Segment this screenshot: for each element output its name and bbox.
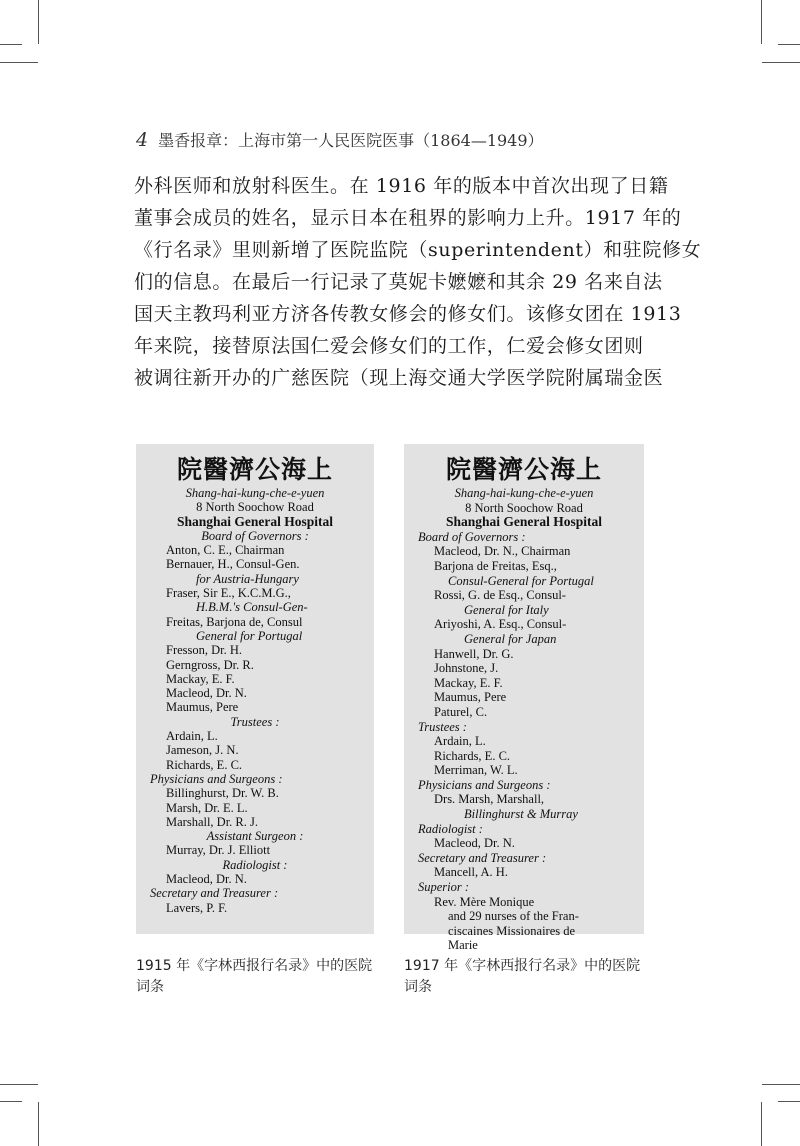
directory-entry: Richards, E. C. bbox=[166, 757, 243, 772]
directory-entry: Shang-hai-kung-che-e-yuen bbox=[454, 486, 594, 500]
directory-entry: Consul-General for Portugal bbox=[448, 573, 594, 588]
crop-mark bbox=[38, 1102, 39, 1146]
crop-mark bbox=[778, 1101, 800, 1102]
directory-entry: Billinghurst, Dr. W. B. bbox=[166, 786, 279, 801]
crop-mark bbox=[778, 44, 800, 45]
directory-entry: 8 North Soochow Road bbox=[465, 500, 583, 515]
clipping-title: 院醫濟公海上 bbox=[445, 457, 602, 484]
page-number: 4 bbox=[136, 129, 149, 151]
directory-entry: Mackay, E. F. bbox=[434, 675, 503, 690]
clipping-title: 院醫濟公海上 bbox=[176, 457, 333, 484]
directory-entry: General for Japan bbox=[464, 631, 557, 646]
directory-entry: Assistant Surgeon : bbox=[206, 829, 304, 844]
directory-entry: Lavers, P. F. bbox=[166, 900, 228, 915]
directory-entry: Anton, C. E., Chairman bbox=[166, 543, 285, 558]
book-title: 墨香报章：上海市第一人民医院医事（1864—1949） bbox=[158, 131, 544, 150]
crop-mark bbox=[38, 0, 39, 44]
crop-mark bbox=[0, 1101, 22, 1102]
directory-entry: H.B.M.'s Consul-Gen- bbox=[196, 600, 308, 615]
crop-mark bbox=[0, 44, 22, 45]
body-line: 《行名录》里则新增了医院监院（superintendent）和驻院修女 bbox=[134, 239, 702, 261]
clipping-lines bbox=[404, 486, 644, 953]
directory-entry: Ardain, L. bbox=[166, 729, 218, 744]
directory-entry: Fraser, Sir E., K.C.M.G., bbox=[166, 586, 291, 601]
directory-entry: General for Italy bbox=[464, 602, 549, 617]
directory-entry: Mackay, E. F. bbox=[166, 671, 235, 686]
directory-entry: Rev. Mère Monique bbox=[434, 894, 535, 909]
directory-entry: Macleod, Dr. N., Chairman bbox=[434, 544, 571, 559]
directory-entry: Shang-hai-kung-che-e-yuen bbox=[185, 486, 325, 500]
body-line: 年来院，接替原法国仁爱会修女们的工作，仁爱会修女团则 bbox=[134, 335, 644, 357]
directory-entry: Marshall, Dr. R. J. bbox=[166, 814, 259, 829]
directory-entry: General for Portugal bbox=[196, 628, 303, 643]
body-line: 被调往新开办的广慈医院（现上海交通大学医学院附属瑞金医 bbox=[134, 367, 664, 389]
directory-entry: Drs. Marsh, Marshall, bbox=[434, 792, 545, 807]
directory-entry: Freitas, Barjona de, Consul bbox=[166, 614, 303, 629]
crop-mark bbox=[761, 0, 762, 44]
directory-entry: Hanwell, Dr. G. bbox=[434, 646, 514, 661]
crop-mark bbox=[762, 1084, 800, 1085]
directory-entry: Macleod, Dr. N. bbox=[434, 836, 515, 851]
directory-entry: Rossi, G. de Esq., Consul- bbox=[434, 588, 566, 603]
directory-entry: Maumus, Pere bbox=[434, 690, 507, 705]
directory-entry: Marsh, Dr. E. L. bbox=[166, 800, 248, 815]
directory-entry: Mancell, A. H. bbox=[434, 865, 508, 880]
directory-entry: Secretary and Treasurer : bbox=[150, 886, 279, 901]
directory-entry: Paturel, C. bbox=[434, 704, 488, 719]
directory-entry: Jameson, J. N. bbox=[166, 743, 239, 758]
directory-entry: for Austria-Hungary bbox=[196, 571, 299, 586]
directory-entry: Gerngross, Dr. R. bbox=[166, 657, 254, 672]
body-line: 国天主教玛利亚方济各传教女修会的修女们。该修女团在 1913 bbox=[134, 303, 682, 325]
directory-entry: Ardain, L. bbox=[434, 734, 486, 749]
directory-entry: Radiologist : bbox=[418, 821, 483, 836]
directory-entry: Macleod, Dr. N. bbox=[166, 872, 247, 887]
body-line: 们的信息。在最后一行记录了莫妮卡嬷嬷和其余 29 名来自法 bbox=[134, 271, 663, 293]
directory-entry: 8 North Soochow Road bbox=[196, 500, 314, 515]
directory-entry: Maumus, Pere bbox=[166, 700, 239, 715]
directory-entry: Superior : bbox=[418, 880, 470, 895]
directory-entry: Physicians and Surgeons : bbox=[418, 777, 551, 792]
directory-entry: Murray, Dr. J. Elliott bbox=[166, 843, 271, 858]
directory-entry: Board of Governors : bbox=[418, 529, 526, 544]
directory-entry: Board of Governors : bbox=[201, 528, 309, 543]
directory-entry: Richards, E. C. bbox=[434, 748, 511, 763]
directory-entry: Billinghurst & Murray bbox=[464, 807, 578, 822]
body-line: 董事会成员的姓名，显示日本在租界的影响力上升。1917 年的 bbox=[134, 207, 682, 229]
directory-entry: Radiologist : bbox=[222, 857, 288, 872]
clipping-1917 bbox=[404, 444, 644, 953]
directory-entry: Physicians and Surgeons : bbox=[150, 771, 283, 786]
body-paragraph bbox=[134, 170, 702, 394]
figure-caption-1915: 1915 年《字林西报行名录》中的医院词条 bbox=[136, 958, 373, 995]
directory-entry: Johnstone, J. bbox=[434, 661, 499, 676]
body-line: 外科医师和放射科医生。在 1916 年的版本中首次出现了日籍 bbox=[134, 175, 669, 197]
clipping-lines bbox=[136, 486, 374, 915]
crop-mark bbox=[762, 62, 800, 63]
crop-mark bbox=[0, 1084, 38, 1085]
directory-entry: and 29 nurses of the Fran- bbox=[448, 909, 579, 924]
directory-entry: Macleod, Dr. N. bbox=[166, 686, 247, 701]
directory-entry: Marie bbox=[448, 938, 478, 953]
directory-entry: Secretary and Treasurer : bbox=[418, 850, 547, 865]
directory-entry: Trustees : bbox=[418, 719, 467, 734]
directory-entry: Fresson, Dr. H. bbox=[166, 643, 243, 658]
directory-entry: Ariyoshi, A. Esq., Consul- bbox=[434, 617, 567, 632]
clipping-1915 bbox=[136, 444, 374, 934]
crop-mark bbox=[0, 62, 38, 63]
directory-entry: Shanghai General Hospital bbox=[176, 514, 334, 529]
crop-mark bbox=[761, 1102, 762, 1146]
directory-entry: Bernauer, H., Consul-Gen. bbox=[166, 557, 300, 572]
directory-entry: Shanghai General Hospital bbox=[445, 515, 603, 530]
directory-entry: Merriman, W. L. bbox=[434, 763, 518, 778]
directory-entry: ciscaines Missionaires de bbox=[448, 923, 576, 938]
running-header bbox=[136, 128, 544, 151]
figure-caption-1917: 1917 年《字林西报行名录》中的医院词条 bbox=[404, 958, 641, 995]
directory-entry: Barjona de Freitas, Esq., bbox=[434, 558, 557, 573]
directory-entry: Trustees : bbox=[230, 714, 280, 729]
